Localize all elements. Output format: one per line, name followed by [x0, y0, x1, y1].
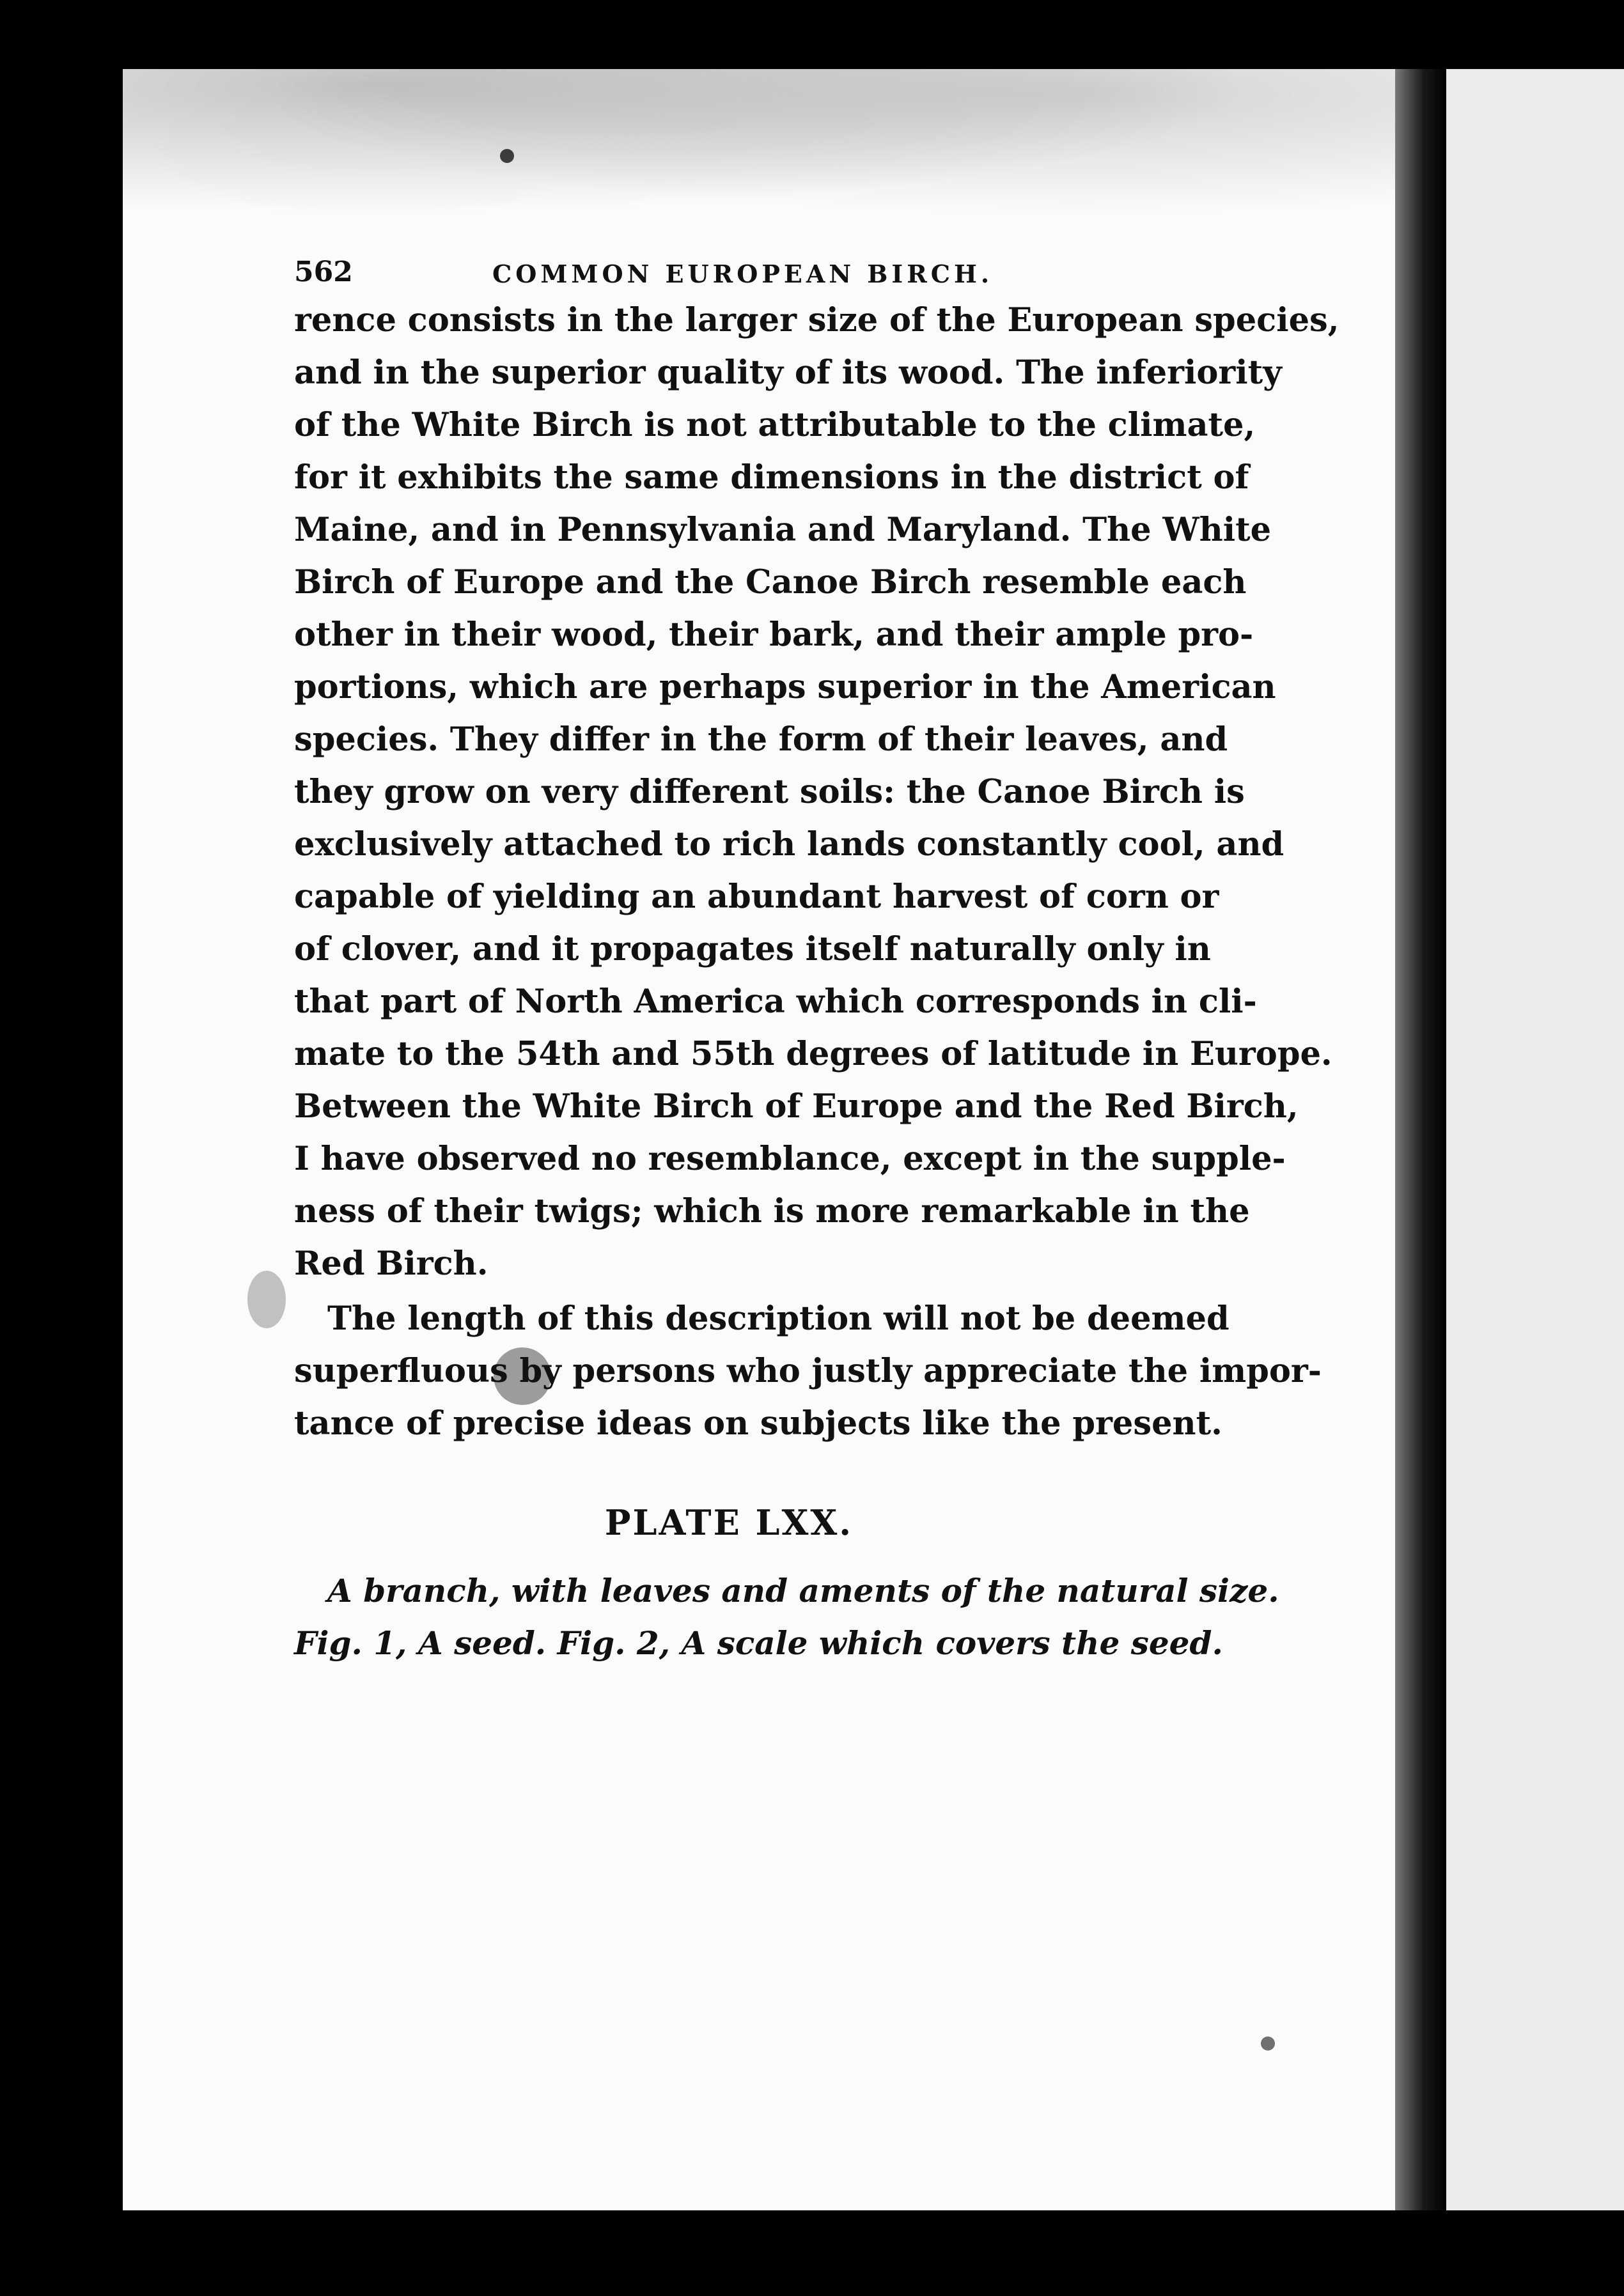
book-gutter [1395, 69, 1446, 2210]
text-line: other in their wood, their bark, and their ample pro- [294, 616, 1254, 654]
text-line: and in the superior quality of its wood. The inferiority [294, 353, 1282, 392]
text-line: for it exhibits the same dimensions in the district of [294, 458, 1249, 497]
text-line: mate to the 54th and 55th degrees of latitude in Europe. [294, 1035, 1332, 1073]
plate-caption [294, 1565, 1279, 1670]
caption-line: Fig. 1, A seed. Fig. 2, A scale which covers the seed. [294, 1624, 1223, 1662]
page-text [294, 256, 1339, 1670]
text-line: of clover, and it propagates itself naturally only in [294, 930, 1211, 968]
text-line: Birch of Europe and the Canoe Birch resemble each [294, 563, 1247, 601]
body-paragraph [294, 1292, 1322, 1450]
text-line: they grow on very different soils: the Canoe Birch is [294, 773, 1245, 811]
text-line: ness of their twigs; which is more remarkable in the [294, 1192, 1250, 1230]
ink-blot [1261, 2036, 1275, 2051]
text-line: Maine, and in Pennsylvania and Maryland. The White [294, 511, 1272, 549]
running-head [294, 256, 1164, 294]
text-line: tance of precise ideas on subjects like the present. [294, 1404, 1222, 1443]
ink-blot [500, 149, 514, 163]
foxing-stain [123, 69, 1395, 235]
text-line: Red Birch. [294, 1245, 488, 1283]
text-line: exclusively attached to rich lands constantly cool, and [294, 825, 1284, 864]
text-line: capable of yielding an abundant harvest of corn or [294, 878, 1219, 916]
text-line: species. They differ in the form of their leaves, and [294, 720, 1228, 759]
text-line: portions, which are perhaps superior in the American [294, 668, 1276, 706]
body-paragraph [294, 294, 1339, 1290]
text-line: that part of North America which corresponds in cli- [294, 982, 1257, 1021]
text-line: of the White Birch is not attributable to the climate, [294, 406, 1256, 444]
page-number: 562 [294, 256, 353, 288]
text-line: superfluous by persons who justly appreciate the impor- [294, 1352, 1322, 1390]
caption-line: A branch, with leaves and aments of the natural size. [327, 1572, 1279, 1610]
ink-blot [247, 1271, 286, 1328]
running-title: COMMON EUROPEAN BIRCH. [492, 260, 994, 288]
plate-heading: PLATE LXX. [604, 1502, 854, 1543]
text-line: The length of this description will not be deemed [327, 1299, 1230, 1338]
text-line: I have observed no resemblance, except in the supple- [294, 1140, 1286, 1178]
facing-page-edge [1446, 69, 1624, 2210]
text-line: Between the White Birch of Europe and the Red Birch, [294, 1087, 1299, 1126]
text-line: rence consists in the larger size of the European species, [294, 301, 1339, 339]
